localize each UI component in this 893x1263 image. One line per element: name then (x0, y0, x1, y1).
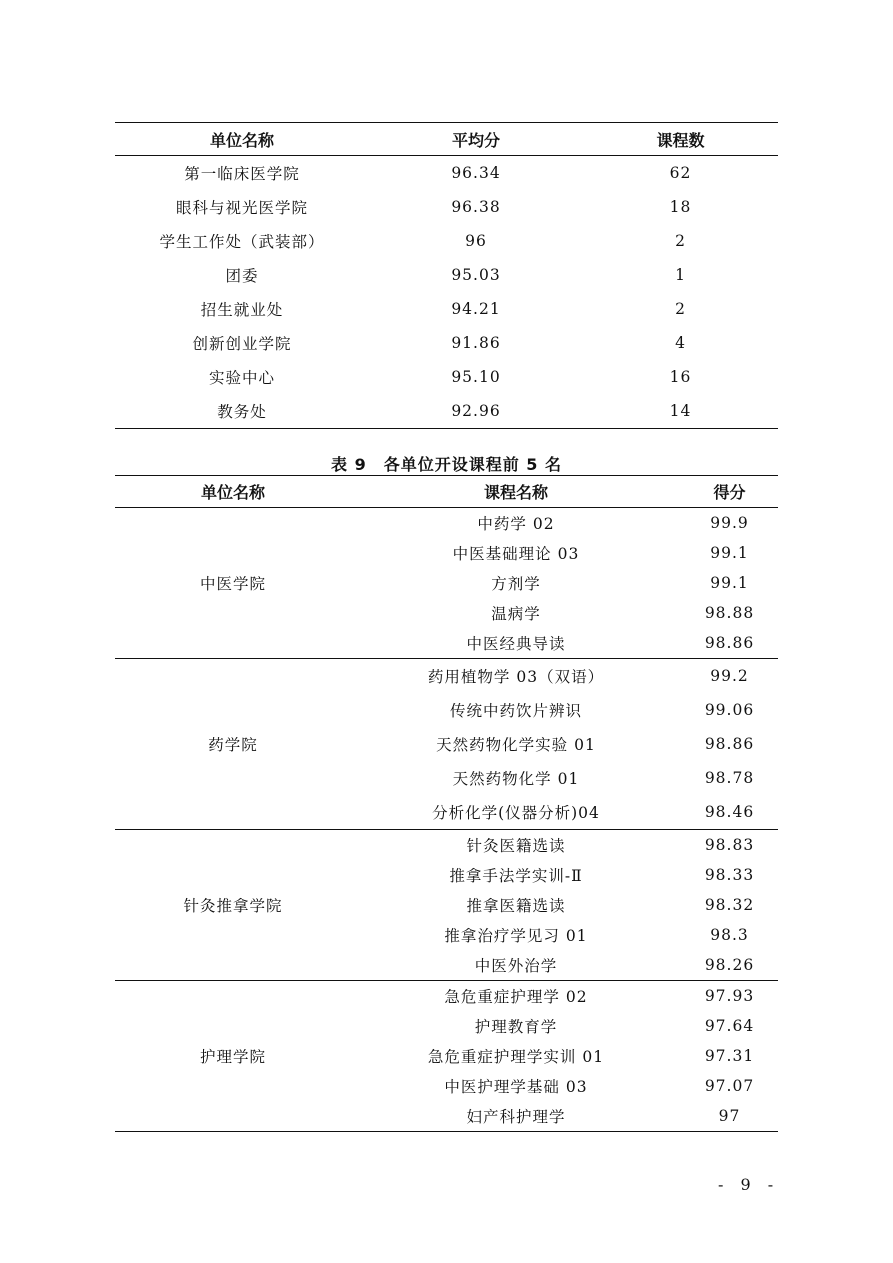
score-cell: 99.06 (704, 701, 755, 719)
unit-name-cell: 招生就业处 (200, 301, 284, 319)
score-cell: 98.3 (710, 926, 749, 944)
course-name-cell: 护理教育学 (474, 1018, 558, 1036)
score-cell: 98.88 (704, 604, 755, 622)
course-name-cell: 推拿医籍选读 (466, 897, 566, 915)
unit-name-cell: 学生工作处（武装部） (159, 233, 325, 251)
course-name-cell: 中医外治学 (351, 950, 681, 981)
score-cell: 98.83 (704, 836, 755, 854)
course-name-cell: 传统中药饮片辨识 (449, 702, 582, 720)
score-cell: 98.86 (704, 735, 755, 753)
unit-name-cell: 团委 (225, 267, 259, 285)
course-name-cell: 妇产科护理学 (351, 1101, 681, 1132)
table-row (115, 258, 778, 292)
table-row (115, 156, 778, 191)
top-courses-table (115, 475, 778, 1132)
average-score-cell: 94.21 (451, 300, 501, 318)
score-cell: 98.46 (681, 795, 778, 830)
header-unit-name: 单位名称 (115, 123, 369, 156)
average-score-cell: 96.38 (451, 198, 501, 216)
score-cell: 98.26 (681, 950, 778, 981)
score-cell: 98.32 (704, 896, 755, 914)
unit-name-cell: 护理学院 (115, 981, 351, 1132)
course-name-cell: 温病学 (491, 605, 541, 623)
course-count-cell: 4 (675, 334, 686, 352)
course-name-cell: 急危重症护理学实训 01 (427, 1048, 605, 1066)
average-score-cell: 92.96 (369, 394, 583, 429)
table-row (115, 224, 778, 258)
course-name-cell: 中医基础理论 03 (452, 545, 580, 563)
course-name-cell: 推拿治疗学见习 01 (444, 927, 588, 945)
table-row (115, 659, 778, 694)
score-cell: 99.9 (710, 514, 749, 532)
average-score-cell: 95.10 (451, 368, 501, 386)
course-name-cell: 针灸医籍选读 (466, 837, 566, 855)
course-name-cell: 方剂学 (491, 575, 541, 593)
average-score-cell: 95.03 (451, 266, 501, 284)
unit-name-cell: 实验中心 (208, 369, 275, 387)
score-cell: 97.93 (704, 987, 755, 1005)
header-average-score: 平均分 (369, 123, 583, 156)
score-cell: 99.1 (710, 574, 749, 592)
unit-name-cell: 针灸推拿学院 (115, 830, 351, 981)
table-row (115, 326, 778, 360)
unit-name-cell: 创新创业学院 (192, 335, 292, 353)
table-row (115, 394, 778, 429)
course-count-cell: 1 (675, 266, 686, 284)
header-course-name: 课程名称 (351, 476, 681, 508)
page-number: - 9 - (718, 1175, 780, 1194)
table-row (115, 830, 778, 861)
course-count-cell: 18 (669, 198, 692, 216)
course-name-cell: 推拿手法学实训-Ⅱ (449, 867, 583, 885)
table-row (115, 292, 778, 326)
unit-name-cell: 第一临床医学院 (184, 165, 300, 183)
table-row (115, 360, 778, 394)
score-cell: 97.07 (704, 1077, 755, 1095)
unit-name-cell: 教务处 (115, 394, 369, 429)
average-score-cell: 96.34 (451, 164, 501, 182)
average-score-cell: 96 (465, 232, 487, 250)
unit-name-cell: 药学院 (115, 659, 351, 830)
table-header-row (115, 476, 778, 508)
course-count-cell: 14 (583, 394, 778, 429)
course-name-cell: 分析化学(仪器分析)04 (351, 795, 681, 830)
score-cell: 97.64 (704, 1017, 755, 1035)
course-name-cell: 中医护理学基础 03 (444, 1078, 588, 1096)
average-score-cell: 91.86 (451, 334, 501, 352)
course-count-cell: 16 (669, 368, 692, 386)
course-name-cell: 中医经典导读 (351, 628, 681, 659)
score-cell: 99.2 (710, 667, 749, 685)
header-unit-name: 单位名称 (115, 476, 351, 508)
unit-name-cell: 眼科与视光医学院 (175, 199, 308, 217)
header-score: 得分 (681, 476, 778, 508)
table-row (115, 190, 778, 224)
course-name-cell: 急危重症护理学 02 (444, 988, 588, 1006)
course-count-cell: 62 (669, 164, 692, 182)
unit-average-score-table (115, 122, 778, 429)
score-cell: 98.86 (681, 628, 778, 659)
table-header-row (115, 123, 778, 156)
header-course-count: 课程数 (583, 123, 778, 156)
score-cell: 98.33 (704, 866, 755, 884)
course-count-cell: 2 (675, 232, 686, 250)
score-cell: 99.1 (710, 544, 749, 562)
table-row (115, 508, 778, 539)
table-row (115, 981, 778, 1012)
course-name-cell: 天然药物化学 01 (452, 770, 580, 788)
score-cell: 97 (681, 1101, 778, 1132)
score-cell: 97.31 (704, 1047, 755, 1065)
course-name-cell: 药用植物学 03（双语） (427, 668, 605, 686)
course-name-cell: 中药学 02 (477, 515, 555, 533)
score-cell: 98.78 (704, 769, 755, 787)
course-name-cell: 天然药物化学实验 01 (436, 736, 596, 754)
table-caption: 表 9 各单位开设课程前 5 名 (331, 455, 562, 474)
unit-name-cell: 中医学院 (115, 508, 351, 659)
course-count-cell: 2 (675, 300, 686, 318)
